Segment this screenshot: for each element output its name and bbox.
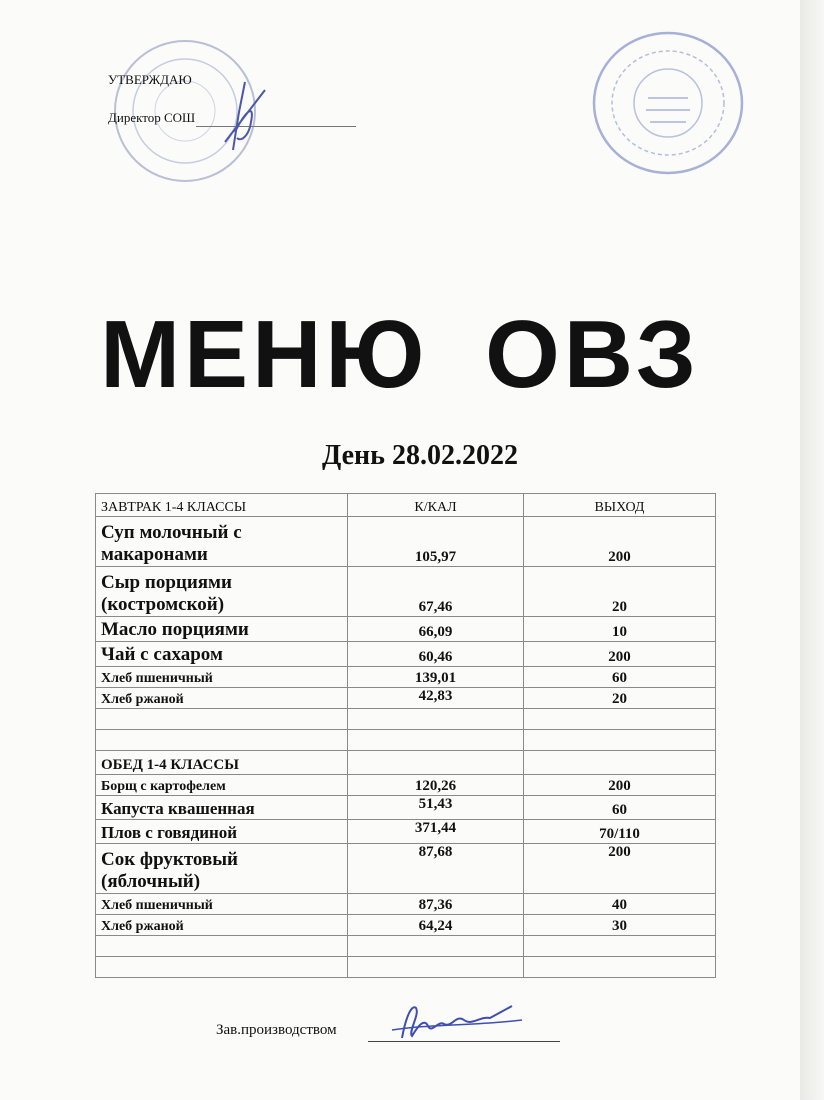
table-row [96,617,716,642]
dish-kcal: 60,46 [348,642,524,667]
table-row [96,567,716,617]
dish-name: Плов с говядиной [96,820,348,844]
production-manager-label: Зав.производством [216,1022,337,1038]
dish-yield: 200 [524,517,716,567]
lunch-header: ОБЕД 1-4 КЛАССЫ [96,751,348,775]
dish-name: Капуста квашенная [96,796,348,820]
table-row [96,751,716,775]
table-row-empty [96,936,716,957]
table-row [96,844,716,894]
dish-kcal: 105,97 [348,517,524,567]
table-row [96,820,716,844]
dish-name: Хлеб ржаной [96,915,348,936]
table-row-empty [96,957,716,978]
dish-name: Масло порциями [96,617,348,642]
dish-yield: 30 [524,915,716,936]
dish-name: Сок фруктовый (яблочный) [96,844,348,894]
dish-yield: 60 [524,796,716,820]
dish-yield: 20 [524,688,716,709]
dish-yield: 60 [524,667,716,688]
kcal-header: К/КАЛ [348,494,524,517]
table-header-row [96,494,716,517]
dish-kcal: 66,09 [348,617,524,642]
dish-kcal: 371,44 [348,820,524,844]
dish-kcal: 87,36 [348,894,524,915]
table-row [96,667,716,688]
dish-name: Сыр порциями (костромской) [96,567,348,617]
dish-kcal: 139,01 [348,667,524,688]
dish-name: Чай с сахаром [96,642,348,667]
table-row [96,915,716,936]
yield-header: ВЫХОД [524,494,716,517]
menu-table [95,493,716,978]
manager-signature [372,996,532,1046]
dish-kcal: 67,46 [348,567,524,617]
dish-yield: 20 [524,567,716,617]
table-row [96,894,716,915]
approved-label: УТВЕРЖДАЮ [108,72,192,87]
dish-name: Хлеб пшеничный [96,894,348,915]
dish-kcal: 120,26 [348,775,524,796]
director-signature [205,72,285,162]
dish-yield: 70/110 [524,820,716,844]
page-title: МЕНЮ ОВЗ [100,301,700,408]
table-row [96,688,716,709]
dish-yield: 10 [524,617,716,642]
table-row [96,796,716,820]
dish-name: Хлеб ржаной [96,688,348,709]
dish-yield: 200 [524,775,716,796]
school-stamp-right [588,28,748,178]
dish-yield: 200 [524,844,716,894]
dish-kcal: 51,43 [348,796,524,820]
dish-name: Хлеб пшеничный [96,667,348,688]
dish-kcal: 87,68 [348,844,524,894]
director-label: Директор СОШ [108,110,196,125]
table-row-empty [96,730,716,751]
dish-yield: 200 [524,642,716,667]
table-row-empty [96,709,716,730]
menu-date: День 28.02.2022 [322,440,518,471]
dish-yield: 40 [524,894,716,915]
table-row [96,642,716,667]
dish-name: Борщ с картофелем [96,775,348,796]
dish-kcal: 64,24 [348,915,524,936]
dish-name: Суп молочный с макаронами [96,517,348,567]
table-row [96,775,716,796]
table-row [96,517,716,567]
breakfast-header: ЗАВТРАК 1-4 КЛАССЫ [96,494,348,517]
page-edge [800,0,824,1100]
dish-kcal: 42,83 [348,688,524,709]
